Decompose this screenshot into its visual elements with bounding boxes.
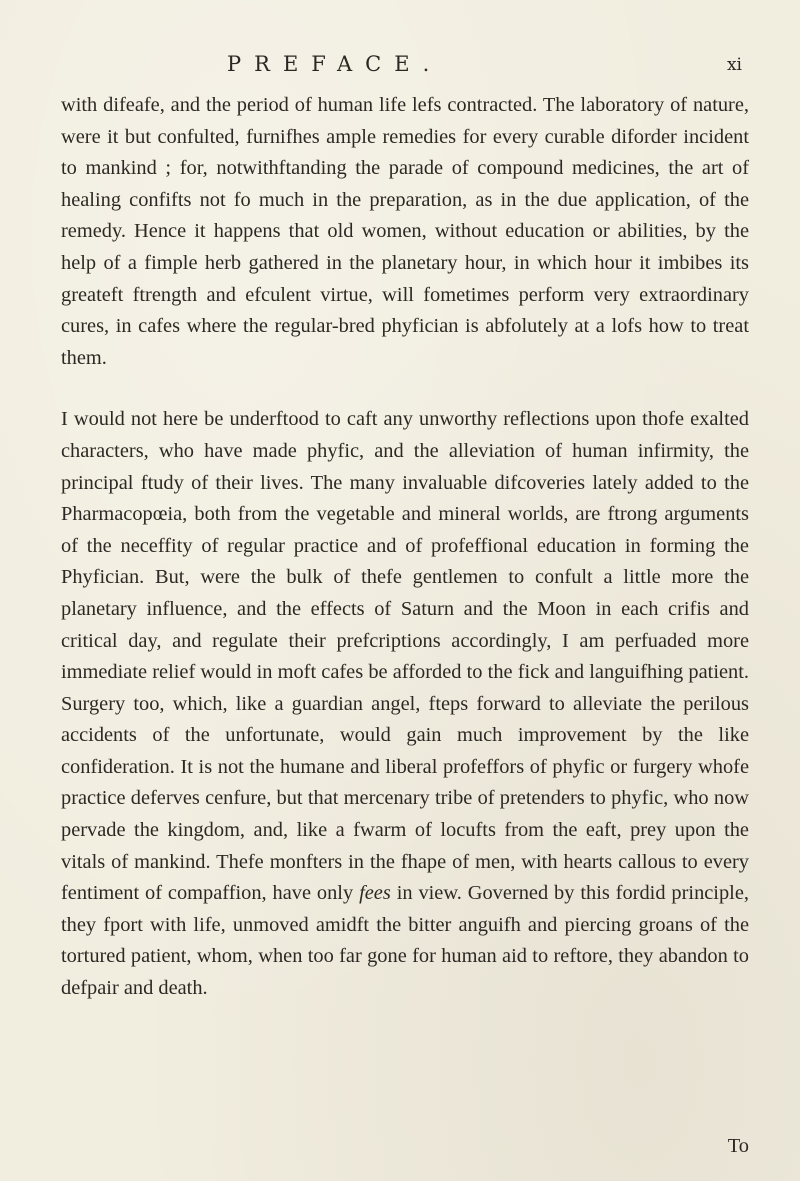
- paragraph-2: [61, 404, 749, 1004]
- paragraph-2-text-b: in view. Governed by this fordid principle, they fport with life, unmoved amidft the bitter anguifh and piercing groans of the tortured patient, whom, when too far gone for human aid to reftore, they abandon to defpair and death.: [61, 882, 749, 1000]
- page-header: [0, 52, 800, 82]
- body-text: [61, 90, 749, 1005]
- italic-word-fees: fees: [359, 882, 391, 905]
- paragraph-2-text-a: I would not here be underftood to caft any unworthy reflections upon thofe exalted characters, who have made phyfic, and the alleviation of human infirmity, the principal ftudy of their lives. The many invaluable difcoveries lately added to the Pharmacopœia, both from the vegetable and mineral worlds, are ftrong arguments of the neceffity of regular practice and of profeffional education in forming the Phyfician. But, were the bulk of thefe gentlemen to confult a little more the planetary influence, and the effects of Saturn and the Moon in each crifis and critical day, and regulate their prefcriptions accordingly, I am perfuaded more immediate relief would in moft cafes be afforded to the fick and languifhing patient. Surgery too, which, like a guardian angel, fteps forward to alleviate the perilous accidents of the unfortunate, would gain much improvement by the like confideration. It is not the humane and liberal profeffors of phyfic or furgery whofe practice deferves cenfure, but that mercenary tribe of pretenders to phyfic, who now pervade the kingdom, and, like a fwarm of locufts from the eaft, prey upon the vitals of mankind. Thefe monfters in the fhape of men, with hearts callous to every fentiment of compaffion, have only: [61, 408, 749, 905]
- catchword-row: [61, 1135, 749, 1158]
- catchword: To: [727, 1135, 749, 1157]
- paragraph-1: with difeafe, and the period of human life lefs contracted. The laboratory of nature, were it but confulted, furnifhes ample remedies for every curable diforder incident to mankind ; for, notwithftanding the parade of compound medicines, the art of healing confifts not fo much in the preparation, as in the due application, of the remedy. Hence it happens that old women, without education or abilities, by the help of a fimple herb gathered in the planetary hour, in which hour it imbibes its greateft ftrength and efculent virtue, will fometimes perform very extraordinary cures, in cafes where the regular-bred phyfician is abfolutely at a lofs how to treat them.: [61, 94, 749, 369]
- page-number: xi: [726, 55, 742, 75]
- running-head: PREFACE.: [227, 52, 443, 76]
